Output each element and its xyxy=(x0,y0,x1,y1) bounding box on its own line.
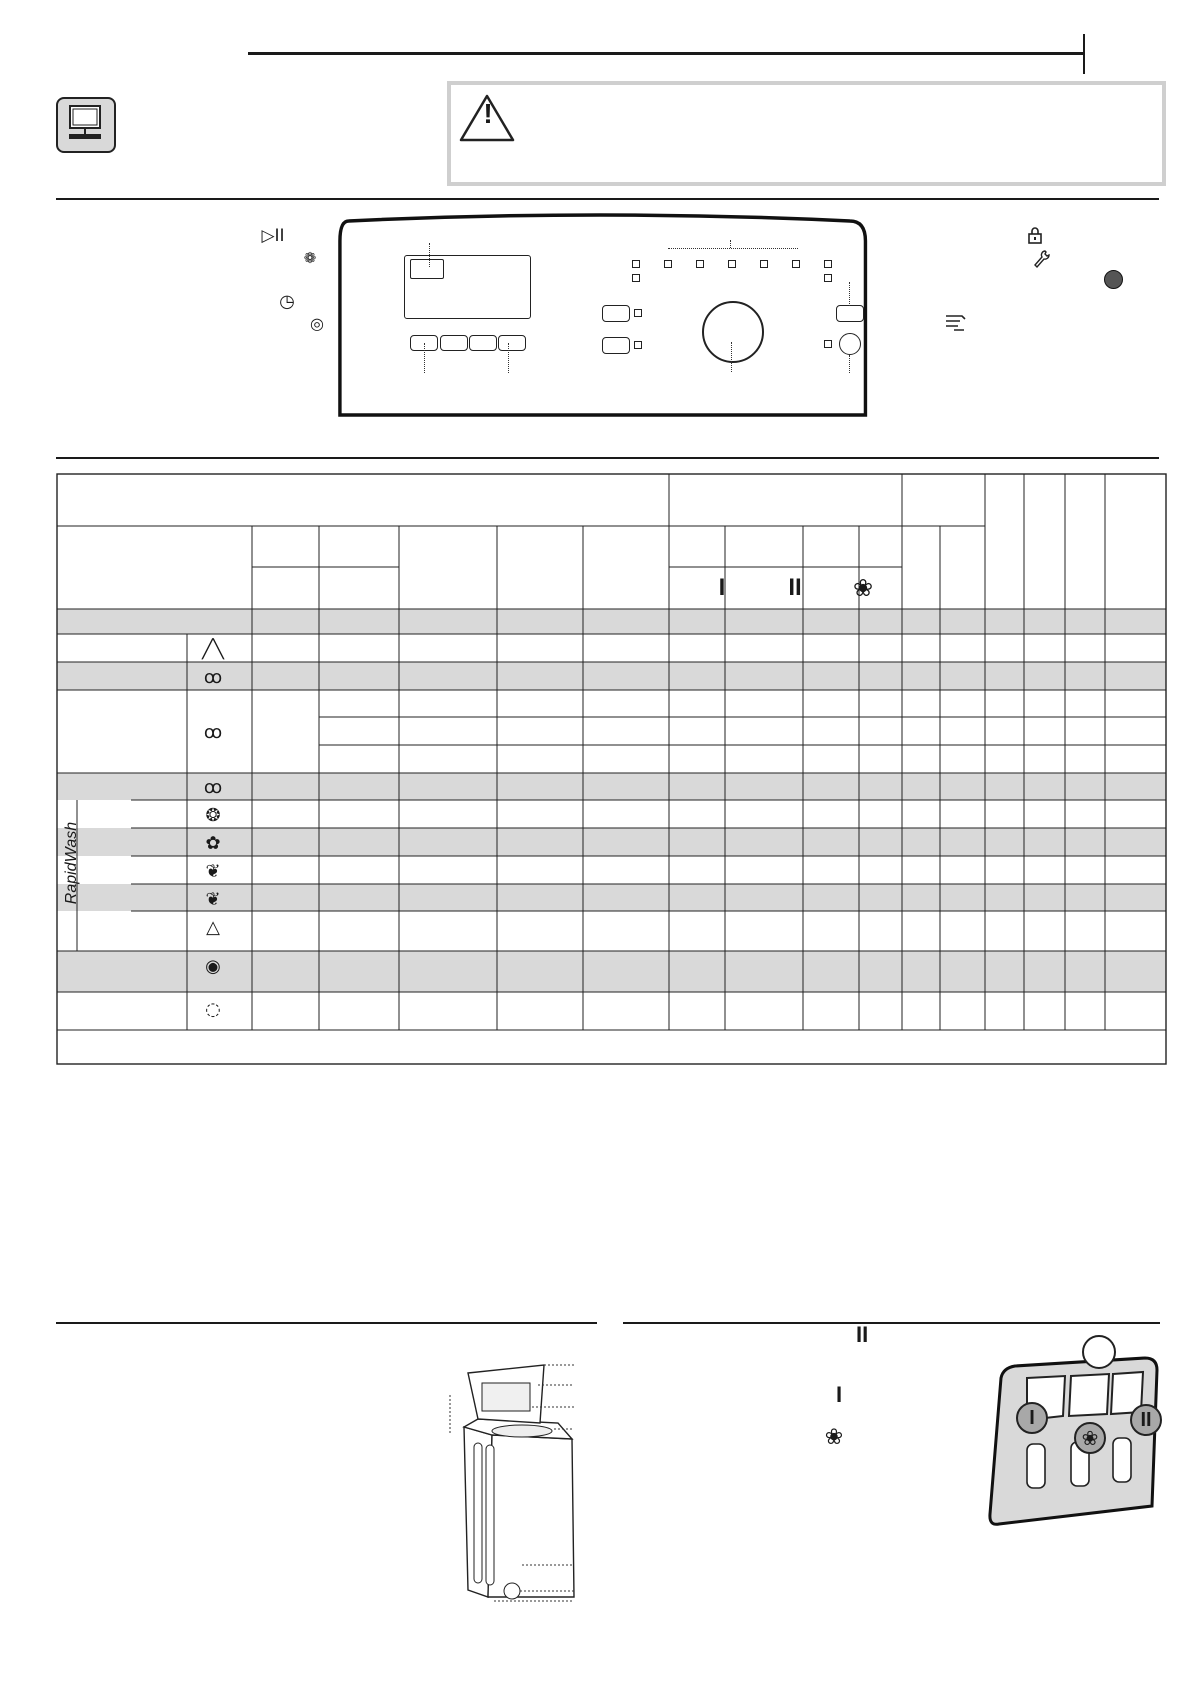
drawer-label-mainwash: II xyxy=(1130,1404,1162,1436)
knob-callout xyxy=(731,342,732,372)
drawer-label-prewash: I xyxy=(1016,1402,1048,1434)
program-knob[interactable] xyxy=(702,301,764,363)
compartment-1-symbol: I xyxy=(718,574,726,601)
table-row-shade xyxy=(57,609,1166,634)
option-callout-right xyxy=(508,343,509,373)
right-button-callout xyxy=(849,282,850,306)
led-4 xyxy=(728,260,736,268)
prewash-symbol: I xyxy=(836,1382,843,1407)
warning-box xyxy=(447,81,1166,186)
option-button-2[interactable] xyxy=(440,335,468,351)
spin-icon: ◎ xyxy=(310,314,324,333)
delay-icon: ◷ xyxy=(279,291,295,312)
led-1 xyxy=(632,260,640,268)
leds-callout xyxy=(668,248,798,249)
wrench-icon xyxy=(1034,250,1050,268)
programme-icon: ꝏ xyxy=(203,722,223,743)
start-pause-icon: ▷II xyxy=(261,226,285,246)
top-rule xyxy=(248,52,1084,55)
washing-machine-drawing xyxy=(434,1335,584,1610)
bottom-rule-right xyxy=(623,1322,1160,1324)
rapidwash-label: RapidWash xyxy=(63,821,80,905)
led-8 xyxy=(632,274,640,282)
programme-icon: △ xyxy=(206,917,220,938)
led-6 xyxy=(792,260,800,268)
led-3 xyxy=(696,260,704,268)
led-9 xyxy=(824,274,832,282)
softener-symbol: ❀ xyxy=(824,1425,844,1450)
led-7 xyxy=(824,260,832,268)
programme-icon: ❦ xyxy=(205,861,221,882)
power-button[interactable] xyxy=(839,333,861,355)
led-5 xyxy=(760,260,768,268)
programme-icon: ❂ xyxy=(205,805,221,826)
monitor-icon xyxy=(56,97,116,153)
option-button-4[interactable] xyxy=(498,335,526,351)
programme-icon: ╱╲ xyxy=(202,639,224,660)
compartment-2-symbol: II xyxy=(788,574,802,601)
section-rule-2 xyxy=(56,457,1159,459)
leds-callout-stem xyxy=(730,240,731,248)
mainwash-symbol: II xyxy=(856,1322,869,1347)
spin-button[interactable] xyxy=(602,337,630,354)
section-rule-1 xyxy=(56,198,1159,200)
option-callout-left xyxy=(424,343,425,373)
top-rule-tick xyxy=(1083,34,1085,74)
option-button-3[interactable] xyxy=(469,335,497,351)
power-callout xyxy=(849,355,850,373)
programme-icon: ✿ xyxy=(205,833,221,854)
temp-led xyxy=(634,309,642,317)
bottom-rule-left xyxy=(56,1322,597,1324)
drawer-label-softener: ❀ xyxy=(1074,1422,1106,1454)
programme-icon: ❦ xyxy=(205,889,221,910)
spin-led xyxy=(634,341,642,349)
programme-icon: ◉ xyxy=(205,956,221,977)
temp-button[interactable] xyxy=(602,305,630,322)
compartment-softener-symbol: ❀ xyxy=(852,574,874,602)
filter-dot-icon xyxy=(1104,270,1123,289)
display-callout xyxy=(429,243,430,267)
right-top-button[interactable] xyxy=(836,305,864,322)
lock-icon xyxy=(1028,228,1042,244)
programme-icon: ◌ xyxy=(205,999,221,1020)
warning-symbol: ! xyxy=(483,98,493,129)
power-led xyxy=(824,340,832,348)
led-2 xyxy=(664,260,672,268)
programme-icon: ꝏ xyxy=(203,667,223,688)
programme-icon: ꝏ xyxy=(203,777,223,798)
programme-table xyxy=(57,474,1169,1074)
display-inner-box xyxy=(410,259,444,279)
rinse-icon xyxy=(944,312,968,332)
steam-icon: ❁ xyxy=(303,249,317,267)
